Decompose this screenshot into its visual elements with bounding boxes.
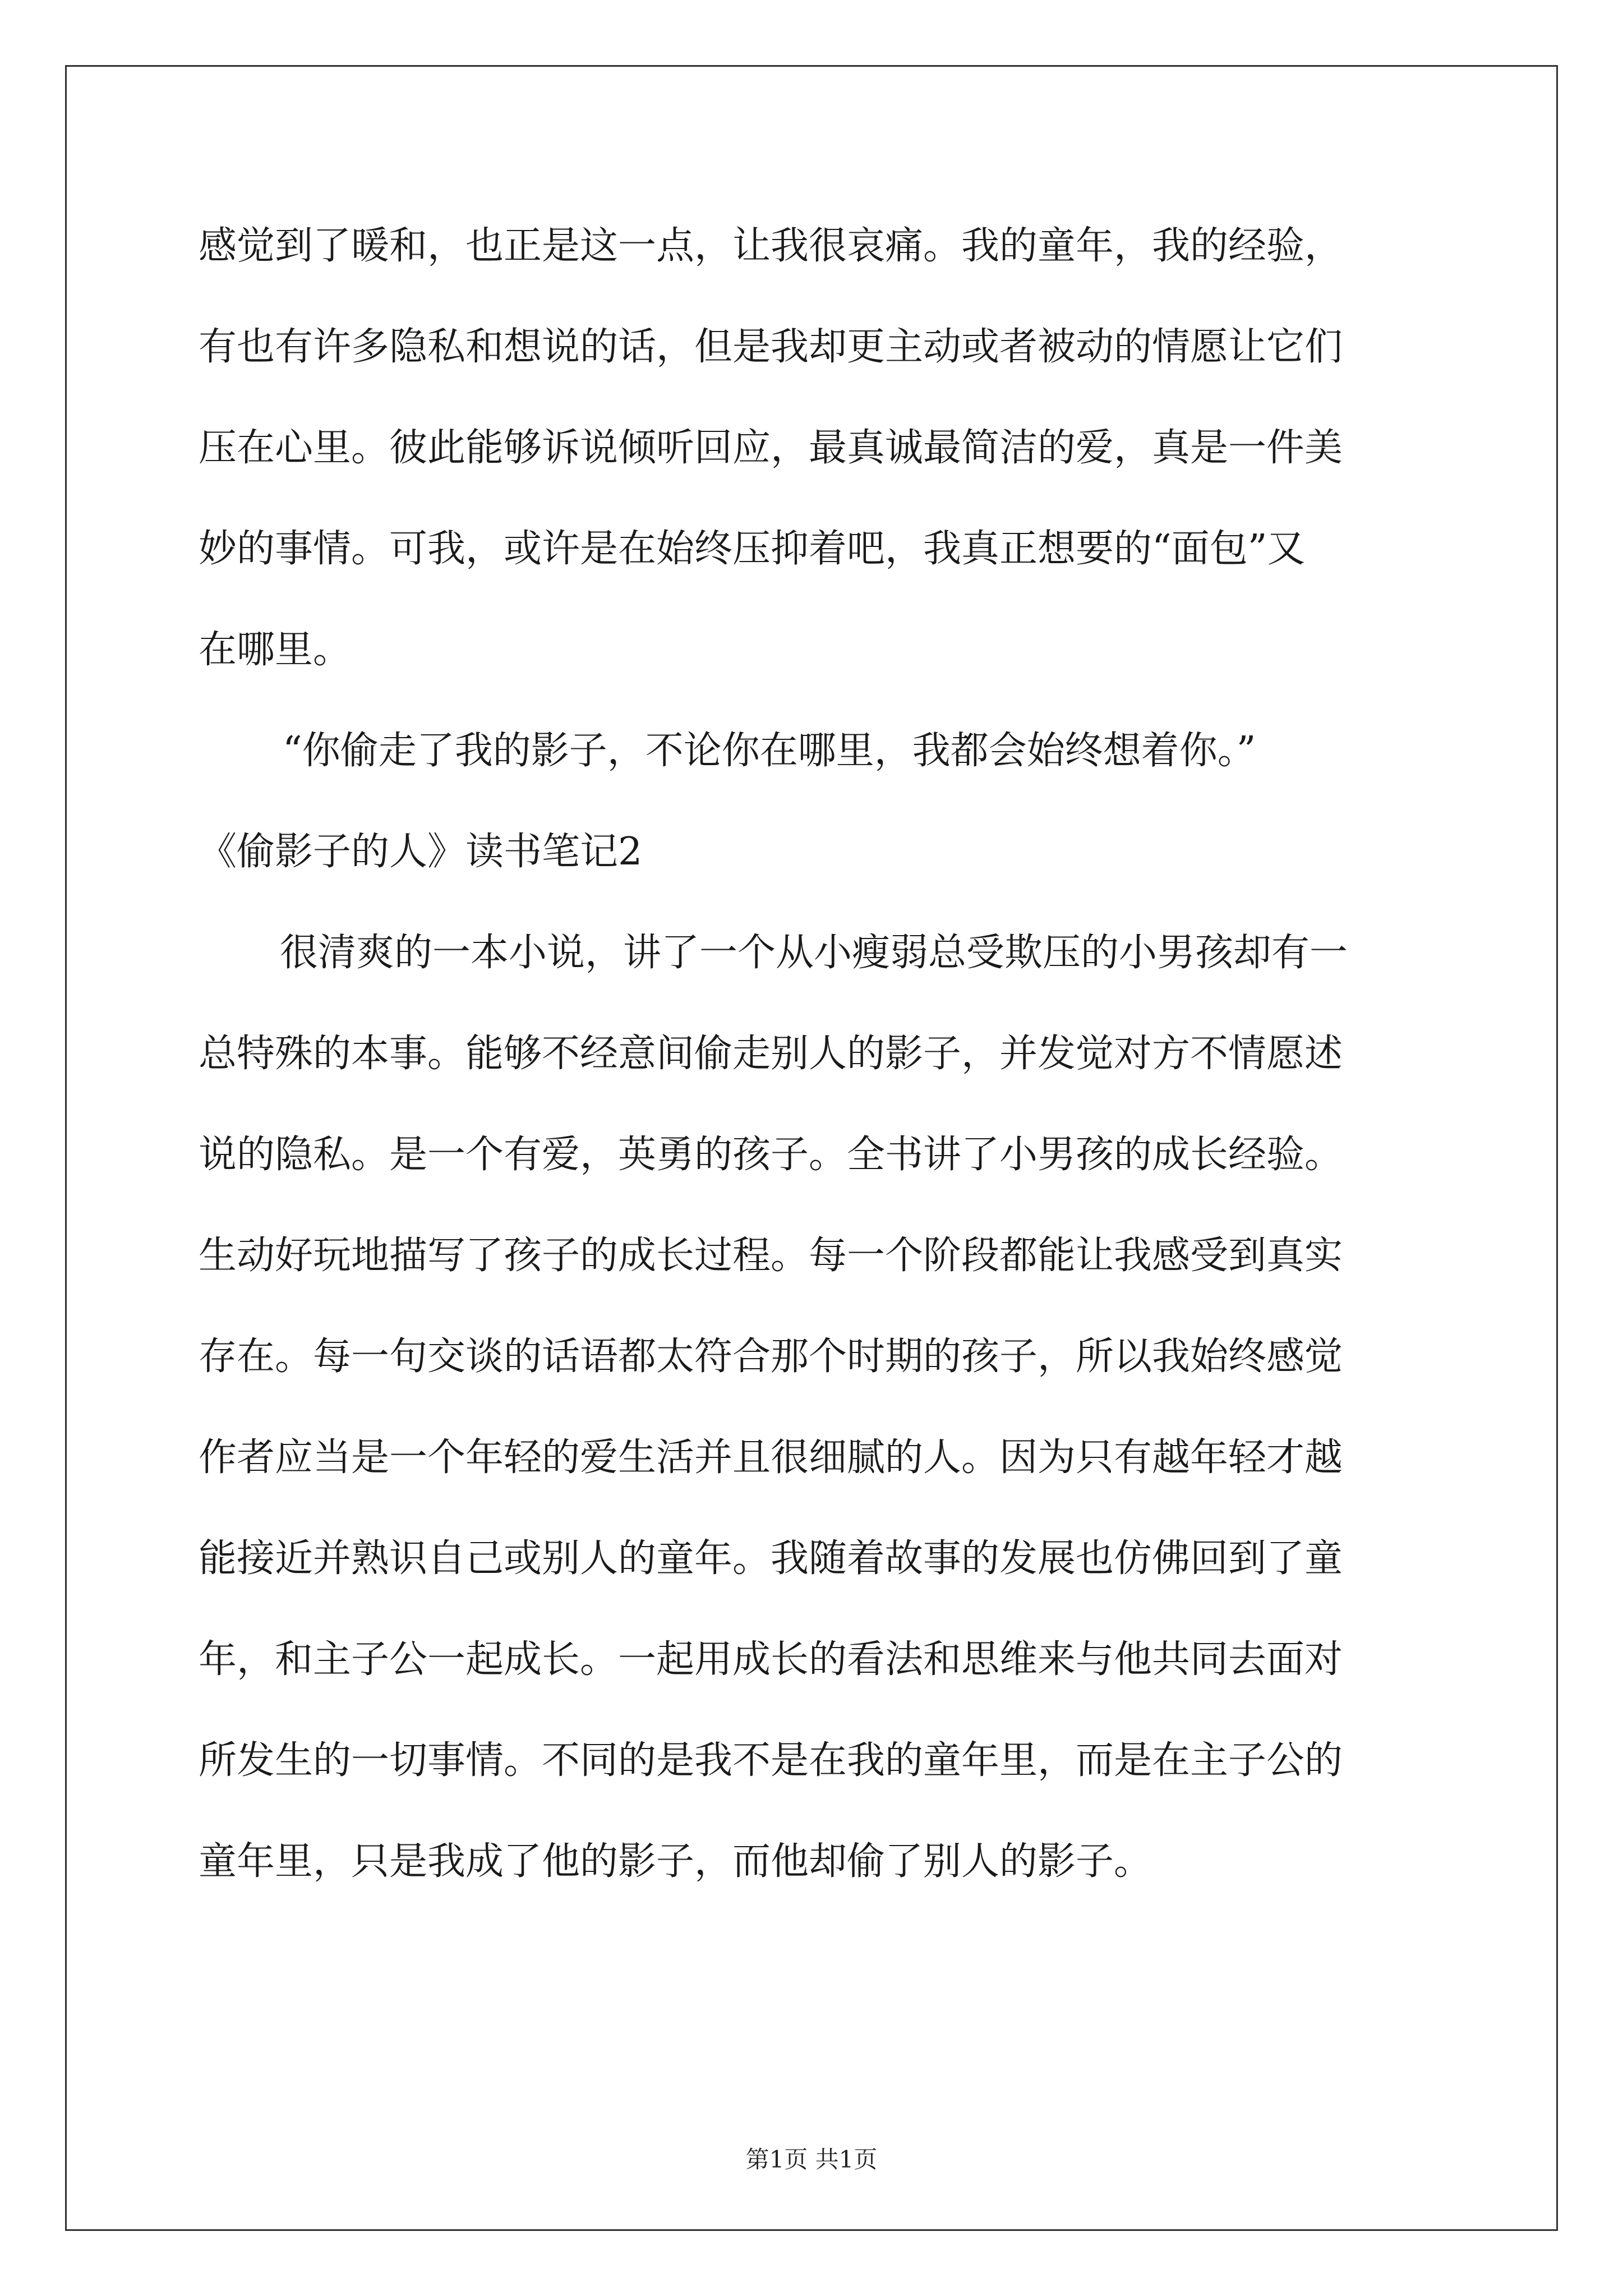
paragraph-2-line-8: 年，和主子公一起成长。一起用成长的看法和思维来与他共同去面对 <box>199 1637 1343 1682</box>
paragraph-1-line-5: 在哪里。 <box>199 628 352 672</box>
paragraph-1-line-1: 感觉到了暖和，也正是这一点，让我很哀痛。我的童年，我的经验， <box>199 224 1343 268</box>
page-footer: 第1页 共1页 <box>745 2146 878 2173</box>
paragraph-1-line-4: 妙的事情。可我，或许是在始终压抑着吧，我真正想要的“面包”又 <box>199 527 1306 571</box>
quote-line: “你偷走了我的影子，不论你在哪里，我都会始终想着你。” <box>283 729 1256 773</box>
paragraph-2-line-2: 总特殊的本事。能够不经意间偷走别人的影子，并发觉对方不情愿述 <box>199 1032 1343 1076</box>
paragraph-2-line-6: 作者应当是一个年轻的爱生活并且很细腻的人。因为只有越年轻才越 <box>199 1435 1343 1480</box>
paragraph-1-line-2: 有也有许多隐私和想说的话，但是我却更主动或者被动的情愿让它们 <box>199 325 1343 369</box>
paragraph-2-line-4: 生动好玩地描写了孩子的成长过程。每一个阶段都能让我感受到真实 <box>199 1234 1343 1278</box>
paragraph-2-line-9: 所发生的一切事情。不同的是我不是在我的童年里，而是在主子公的 <box>199 1738 1343 1783</box>
paragraph-2-line-10: 童年里，只是我成了他的影子，而他却偷了别人的影子。 <box>199 1839 1152 1884</box>
paragraph-2-line-1: 很清爽的一本小说，讲了一个从小瘦弱总受欺压的小男孩却有一 <box>280 931 1348 975</box>
paragraph-2-line-3: 说的隐私。是一个有爱，英勇的孩子。全书讲了小男孩的成长经验。 <box>199 1133 1343 1177</box>
paragraph-2-line-5: 存在。每一句交谈的话语都太符合那个时期的孩子，所以我始终感觉 <box>199 1335 1343 1379</box>
paragraph-2-line-7: 能接近并熟识自己或别人的童年。我随着故事的发展也仿佛回到了童 <box>199 1536 1343 1581</box>
paragraph-1-line-3: 压在心里。彼此能够诉说倾听回应，最真诚最简洁的爱，真是一件美 <box>199 426 1343 470</box>
section-title: 《偷影子的人》读书笔记2 <box>199 830 643 874</box>
